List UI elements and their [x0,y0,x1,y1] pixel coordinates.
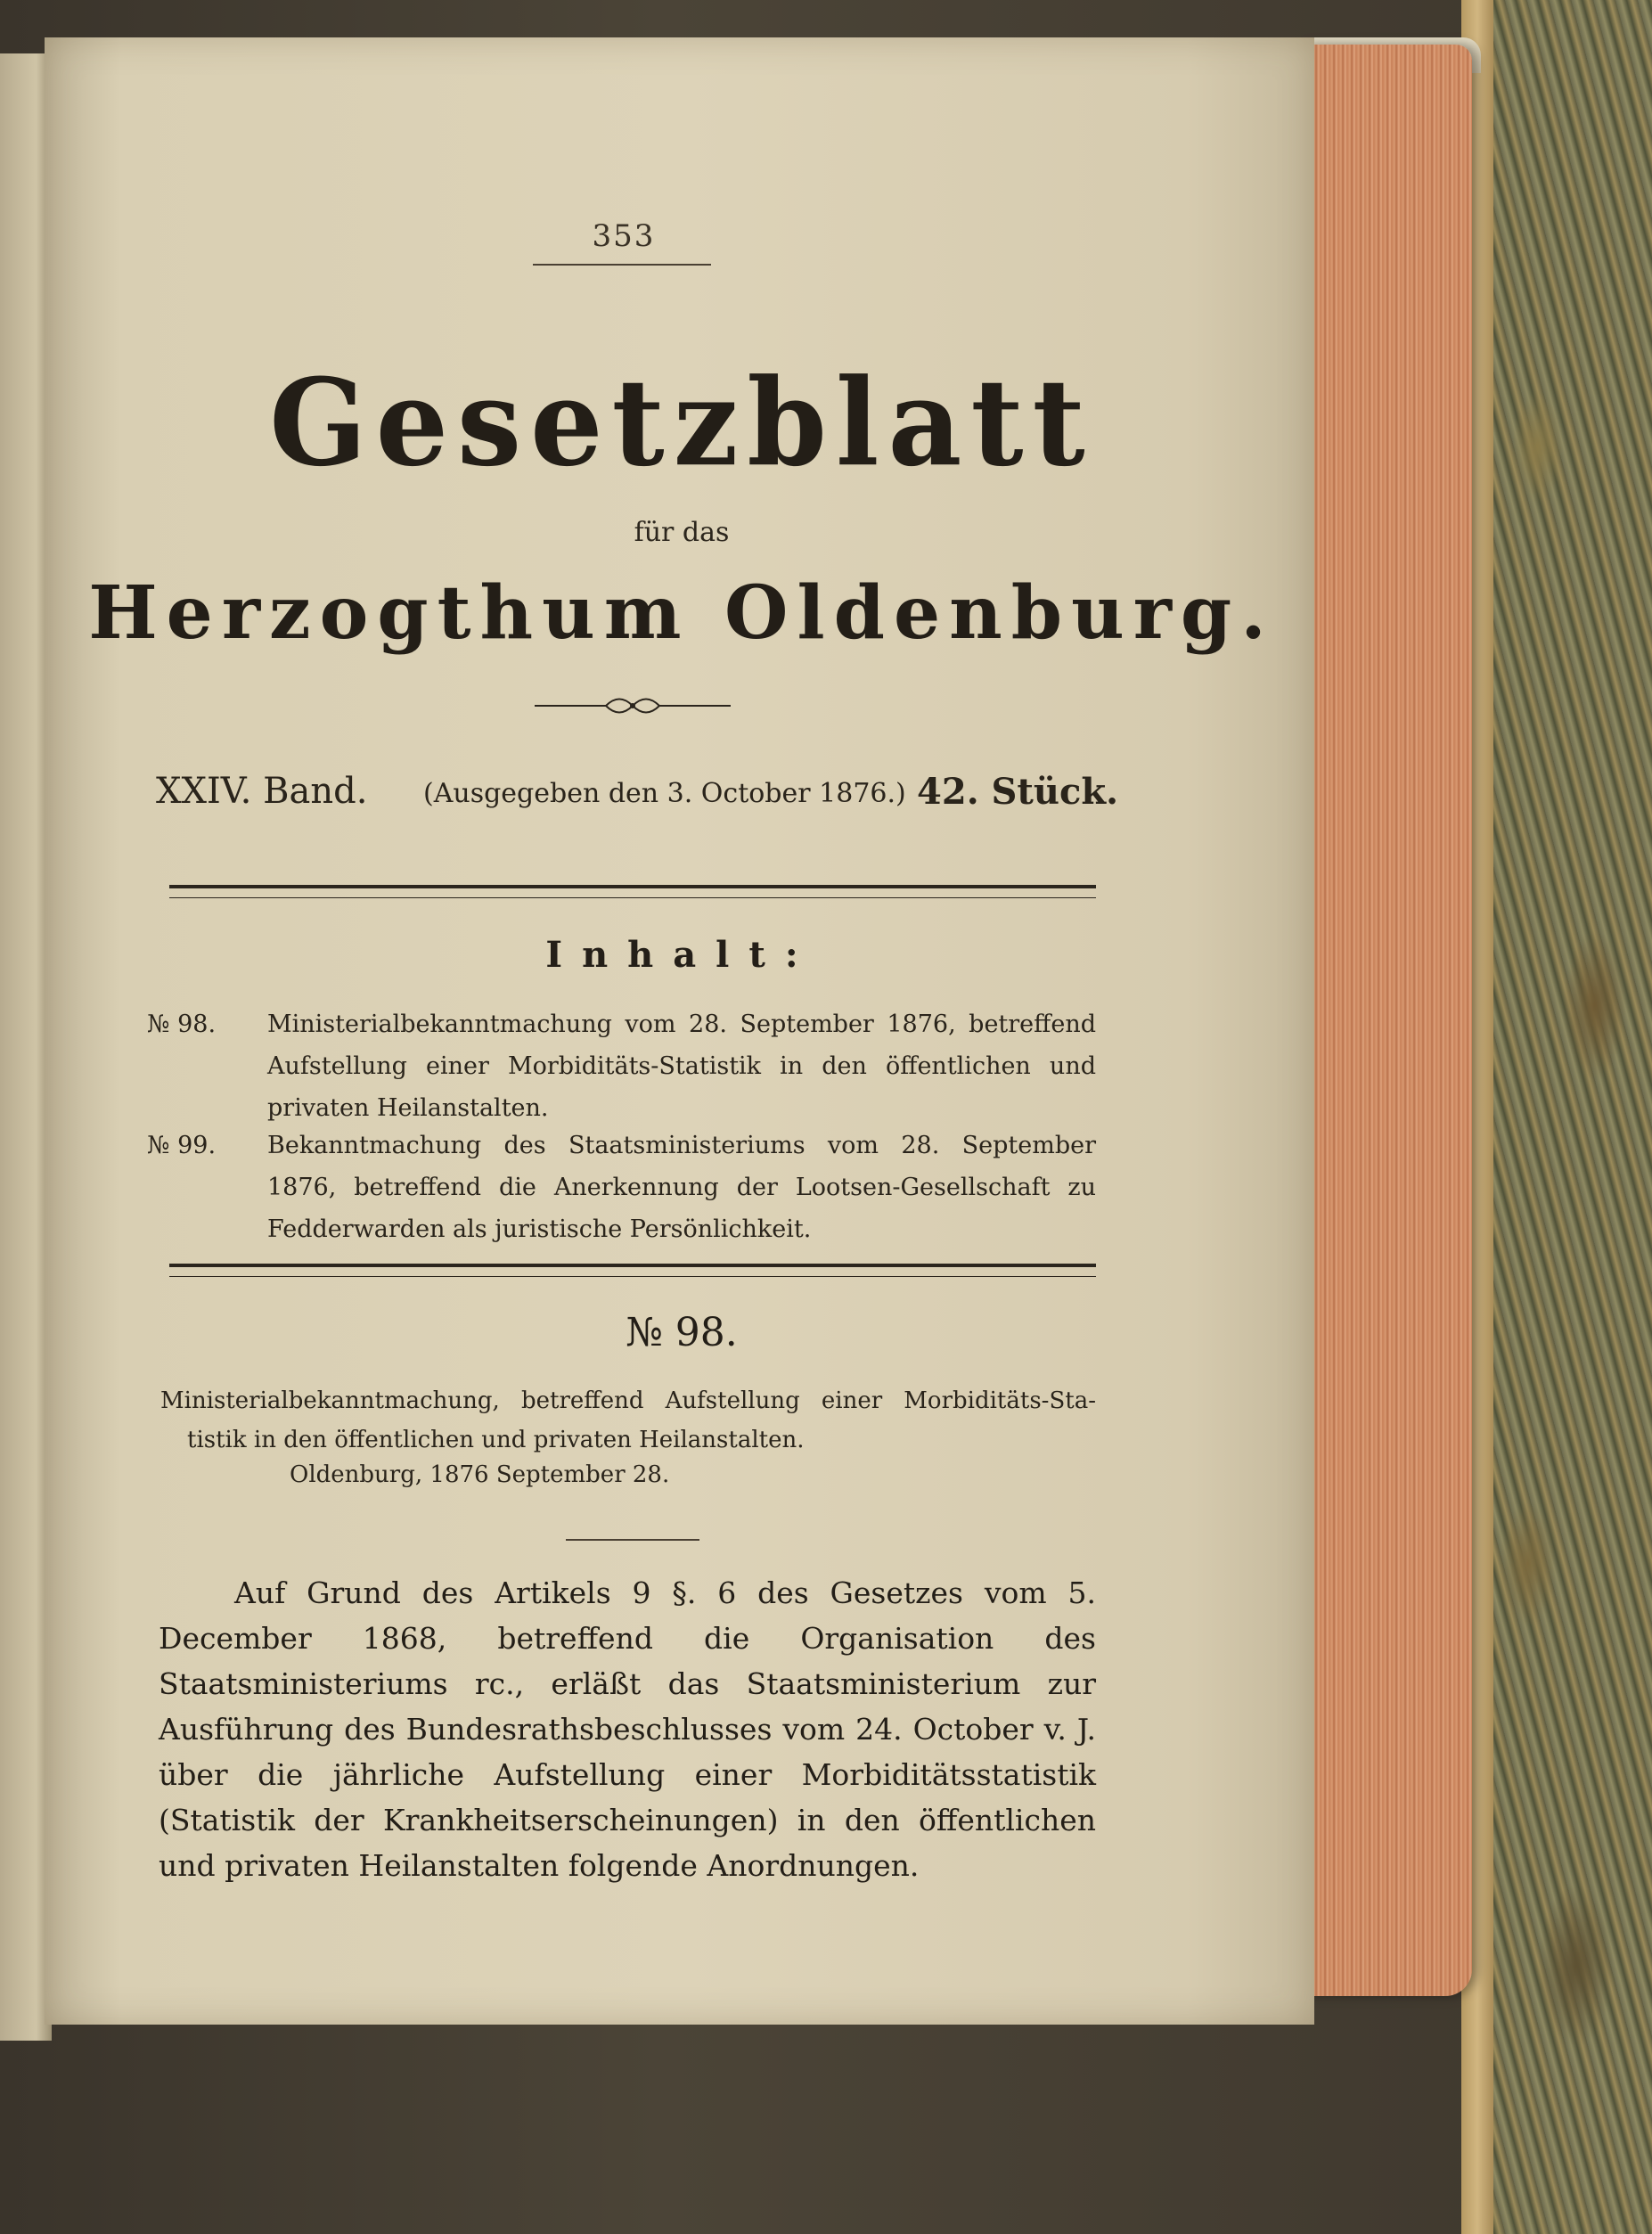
body-paragraph: Auf Grund des Artikels 9 §. 6 des Gesetzes vom 5. December 1868, betreffend die Organisation des Staatsministeriums rc., erläßt das Staatsministerium zur Ausführung des Bundesrathsbeschlusses vom 24. October v. J. über die jährliche Aufstellung einer Morbiditätsstatistik (Statistik der Krankheitserscheinungen) in den öffentlichen und privaten Heilanstalten folgende Anordnungen. [159,1575,1096,1883]
page-subtitle: Herzogthum Oldenburg. [88,570,1275,656]
title-connector: für das [634,517,730,548]
page-number-rule [533,264,711,266]
toc-entry-text: Ministerialbekanntmachung vom 28. September 1876, betreffend Aufstellung einer Morbiditäts-Statistik in den öffentlichen und privaten Heilanstalten. [267,1011,1096,1122]
section-heading [160,1381,1096,1460]
section-heading-line: tistik in den öffentlichen und privaten Heilanstalten. [187,1427,805,1453]
issue-number: 42. Stück. [917,771,1118,813]
double-rule-top [169,885,1096,898]
ornament-divider [535,695,731,716]
page-number: 353 [592,218,656,254]
issue-volume: XXIV. Band. [156,771,368,812]
issue-date: (Ausgegeben den 3. October 1876.) [423,778,906,809]
toc-entry-number: № 98. [147,1011,217,1038]
toc-entry-number: № 99. [147,1132,217,1159]
double-rule-bottom [169,1264,1096,1277]
section-place-date: Oldenburg, 1876 September 28. [290,1461,670,1488]
toc-entry [147,1125,1096,1258]
section-heading-line: Ministerialbekanntmachung, betreffend Aufstellung einer Morbiditäts-Sta- [160,1387,1096,1414]
toc-entry-text: Bekanntmachung des Staatsministeriums vom 28. September 1876, betreffend die Anerkennung der Lootsen-Gesellschaft zu Fedderwarden als juristische Persönlichkeit. [267,1132,1096,1243]
page-block-edges [1303,45,1472,1996]
page-title: Gesetzblatt [269,353,1094,494]
section-number: № 98. [626,1310,738,1355]
contents-heading: Inhalt: [545,934,818,976]
issue-line [156,771,1118,824]
section-rule [566,1539,699,1541]
toc-entry [147,1003,1096,1137]
